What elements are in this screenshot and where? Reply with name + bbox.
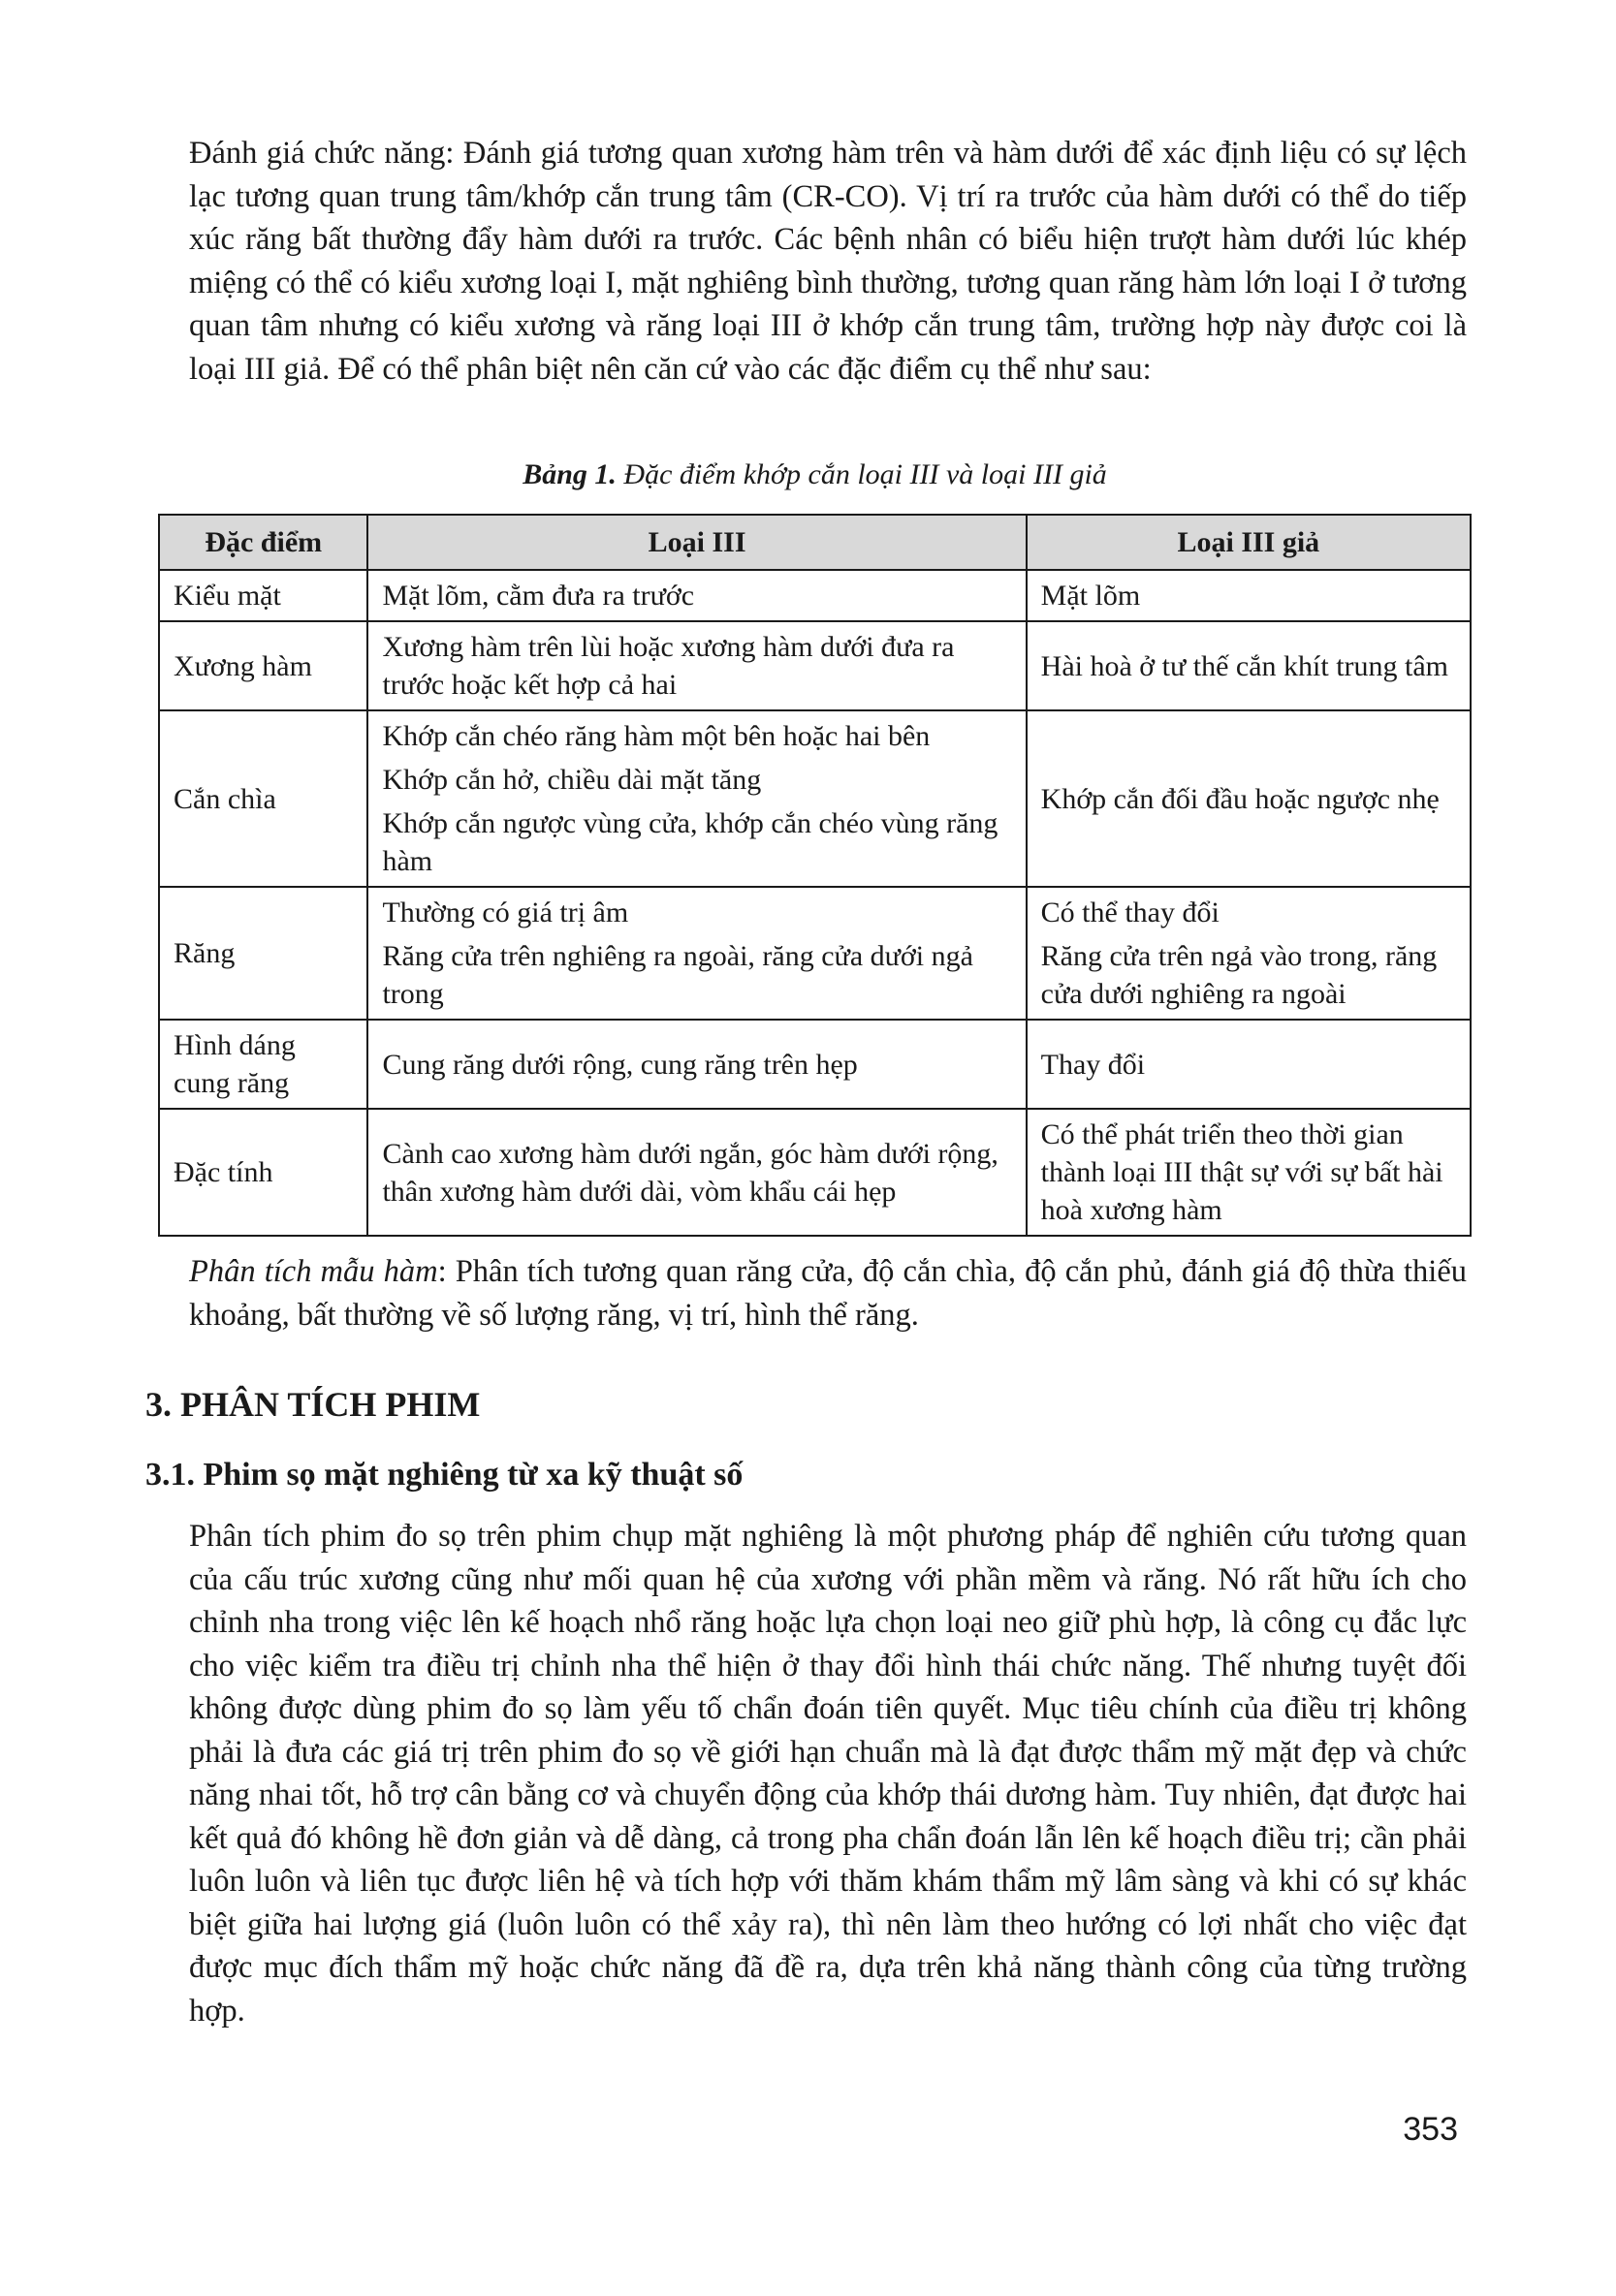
table-row	[159, 710, 1471, 887]
cell-pseudo-class-3	[1027, 887, 1471, 1020]
comparison-table	[158, 514, 1472, 1237]
table-body	[159, 570, 1471, 1236]
table-row	[159, 621, 1471, 710]
cell-pseudo-class-3	[1027, 710, 1471, 887]
cell-line: Có thể phát triển theo thời gian thành loại III thật sự với sự bất hài hoà xương hàm	[1040, 1118, 1443, 1226]
cell-feature: Kiểu mặt	[159, 570, 367, 621]
cell-line: Cành cao xương hàm dưới ngắn, góc hàm dưới rộng, thân xương hàm dưới dài, vòm khẩu cái hẹp	[382, 1137, 998, 1208]
cell-pseudo-class-3	[1027, 570, 1471, 621]
cell-line: Cung răng dưới rộng, cung răng trên hẹp	[382, 1048, 858, 1081]
cell-line: Khớp cắn ngược vùng cửa, khớp cắn chéo vùng răng hàm	[382, 807, 998, 877]
page-number: 353	[1403, 2111, 1458, 2148]
cell-line: Thường có giá trị âm	[382, 896, 629, 928]
header-feature: Đặc điểm	[159, 515, 367, 570]
table-row	[159, 1109, 1471, 1236]
cell-feature: Răng	[159, 887, 367, 1020]
cell-line: Mặt lõm	[1040, 580, 1141, 612]
cell-feature: Hình dáng cung răng	[159, 1020, 367, 1109]
cell-feature: Cắn chìa	[159, 710, 367, 887]
cell-pseudo-class-3	[1027, 1109, 1471, 1236]
paragraph-cephalometric: Phân tích phim đo sọ trên phim chụp mặt nghiêng là một phương pháp để nghiên cứu tương quan của cấu trúc xương cũng như mối quan hệ của xương với phần mềm và răng. Nó rất hữu ích cho chỉnh nha trong việc lên kế hoạch nhổ răng hoặc lựa chọn loại neo giữ phù hợp, là công cụ đắc lực cho việc kiểm tra điều trị chỉnh nha thể hiện ở thay đổi hình thái chức năng. Thế nhưng tuyệt đối không được dùng phim đo sọ làm yếu tố chẩn đoán tiên quyết. Mục tiêu chính của điều trị không phải là đưa các giá trị trên phim đo sọ về giới hạn chuẩn mà là đạt được thẩm mỹ mặt đẹp và chức năng nhai tốt, hỗ trợ cân bằng cơ và chuyển động của khớp thái dương hàm. Tuy nhiên, đạt được hai kết quả đó không hề đơn giản và dễ dàng, cả trong pha chẩn đoán lẫn lên kế hoạch điều trị; cần phải luôn luôn và liên tục được liên hệ và tích hợp với thăm khám thẩm mỹ lâm sàng và khi có sự khác biệt giữa hai lượng giá (luôn luôn có thể xảy ra), thì nên làm theo hướng có lợi nhất cho việc đạt được mục đích thẩm mỹ hoặc chức năng đã đề ra, dựa trên khả năng thành công của từng trường hợp.	[189, 1519, 1467, 2029]
cell-pseudo-class-3	[1027, 621, 1471, 710]
table-caption	[158, 456, 1472, 494]
table-header-row	[159, 515, 1471, 570]
cell-pseudo-class-3	[1027, 1020, 1471, 1109]
cell-class-3	[367, 621, 1026, 710]
header-class-3: Loại III	[367, 515, 1026, 570]
paragraph-model-analysis	[189, 1250, 1467, 1337]
table-row	[159, 570, 1471, 621]
cell-feature: Đặc tính	[159, 1109, 367, 1236]
cell-class-3	[367, 1109, 1026, 1236]
cell-line: Hài hoà ở tư thế cắn khít trung tâm	[1040, 649, 1449, 682]
cell-class-3	[367, 887, 1026, 1020]
cell-line: Khớp cắn hở, chiều dài mặt tăng	[382, 764, 762, 796]
table-caption-label: Bảng 1.	[523, 458, 617, 490]
cell-line: Khớp cắn đối đầu hoặc ngược nhẹ	[1040, 782, 1440, 815]
model-analysis-label: Phân tích mẫu hàm	[189, 1254, 438, 1289]
cell-class-3	[367, 570, 1026, 621]
cell-line: Mặt lõm, cằm đưa ra trước	[382, 580, 695, 612]
cell-line: Khớp cắn chéo răng hàm một bên hoặc hai bên	[382, 720, 931, 752]
model-analysis-text: : Phân tích tương quan răng cửa, độ cắn chìa, độ cắn phủ, đánh giá độ thừa thiếu khoảng, bất thường về số lượng răng, vị trí, hình thể răng.	[189, 1254, 1467, 1333]
section-heading: 3. PHÂN TÍCH PHIM	[145, 1385, 481, 1424]
cell-class-3	[367, 1020, 1026, 1109]
table-caption-text: Đặc điểm khớp cắn loại III và loại III giả	[616, 458, 1107, 490]
subsection-heading: 3.1. Phim sọ mặt nghiêng từ xa kỹ thuật số	[145, 1457, 744, 1493]
cell-class-3	[367, 710, 1026, 887]
paragraph-functional-assessment: Đánh giá chức năng: Đánh giá tương quan xương hàm trên và hàm dưới để xác định liệu có sự lệch lạc tương quan trung tâm/khớp cắn trung tâm (CR-CO). Vị trí ra trước của hàm dưới có thể do tiếp xúc răng bất thường đẩy hàm dưới ra trước. Các bệnh nhân có biểu hiện trượt hàm dưới lúc khép miệng có thể có kiểu xương loại I, mặt nghiêng bình thường, tương quan răng hàm lớn loại I ở tương quan tâm nhưng có kiểu xương và răng loại III ở khớp cắn trung tâm, trường hợp này được coi là loại III giả. Để có thể phân biệt nên căn cứ vào các đặc điểm cụ thể như sau:	[189, 136, 1467, 387]
cell-line: Thay đổi	[1040, 1048, 1146, 1081]
header-pseudo-class-3: Loại III giả	[1027, 515, 1471, 570]
cell-line: Xương hàm trên lùi hoặc xương hàm dưới đưa ra trước hoặc kết hợp cả hai	[382, 631, 955, 701]
cell-line: Răng cửa trên nghiêng ra ngoài, răng cửa dưới ngả trong	[382, 940, 973, 1010]
cell-line: Răng cửa trên ngả vào trong, răng cửa dưới nghiêng ra ngoài	[1040, 940, 1438, 1010]
cell-feature: Xương hàm	[159, 621, 367, 710]
cell-line: Có thể thay đổi	[1040, 896, 1220, 928]
table-row	[159, 1020, 1471, 1109]
table-row	[159, 887, 1471, 1020]
